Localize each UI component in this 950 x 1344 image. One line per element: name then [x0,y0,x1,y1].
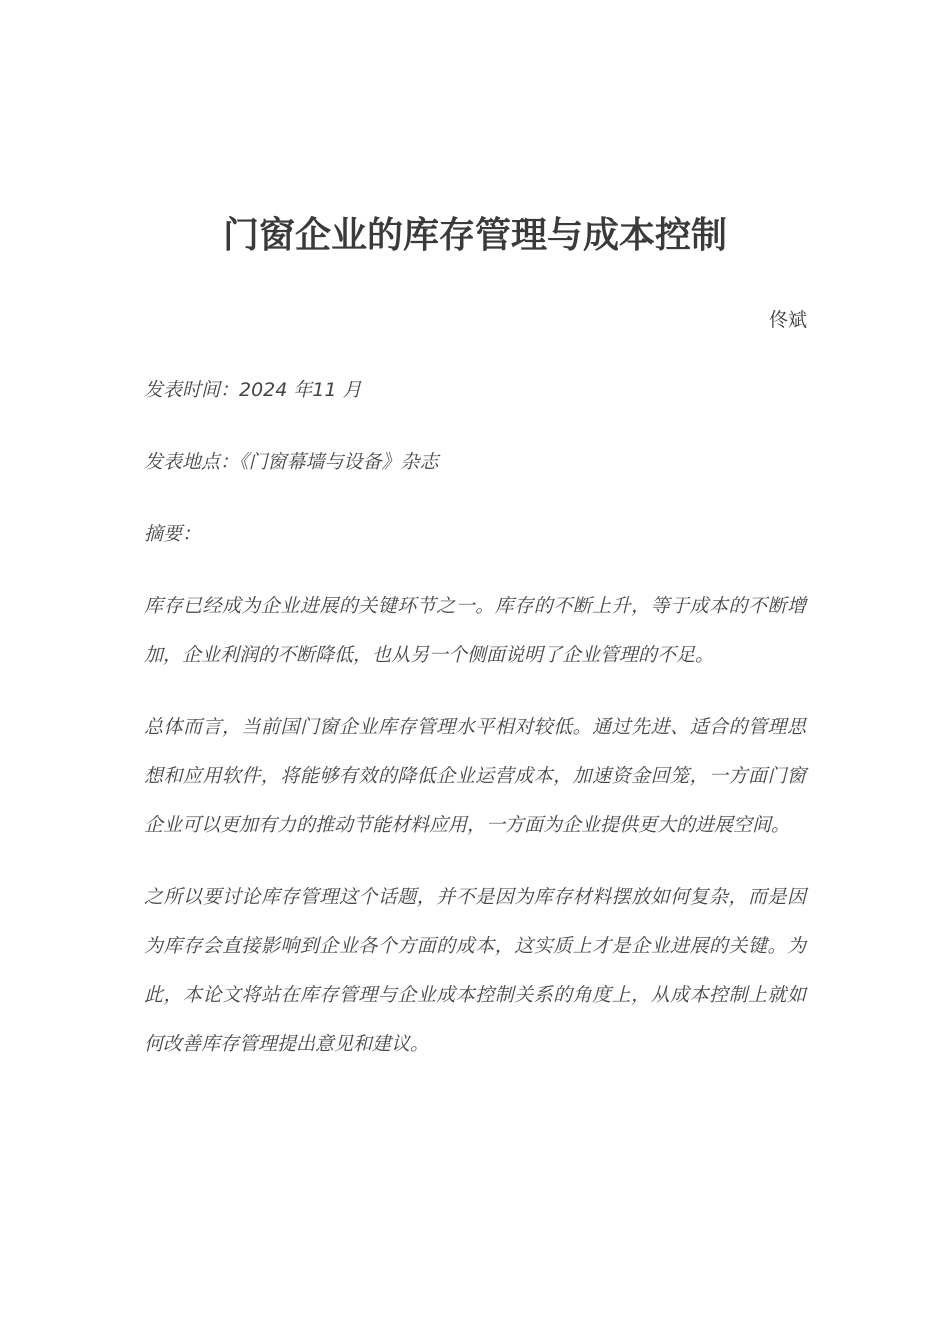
document-title: 门窗企业的库存管理与成本控制 [222,215,727,256]
abstract-paragraph-1: 库存已经成为企业进展的关键环节之一。库存的不断上升，等于成本的不断增加，企业利润的不断降低，也从另一个侧面说明了企业管理的不足。 [144,595,806,666]
abstract-label: 摘要： [144,523,202,545]
published-place: 发表地点：《门窗幕墙与设备》杂志 [144,451,439,473]
document-body [144,376,806,1092]
published-time: 发表时间：2024 年11 月 [144,379,362,401]
author-name: 佟斌 [768,309,807,331]
abstract-paragraph-2: 总体而言，当前国门窗企业库存管理水平相对较低。通过先进、适合的管理思想和应用软件，将能够有效的降低企业运营成本，加速资金回笼，一方面门窗企业可以更加有力的推动节能材料应用，一方面为企业提供更大的进展空间。 [144,716,806,836]
abstract-paragraph-3: 之所以要讨论库存管理这个话题，并不是因为库存材料摆放如何复杂，而是因为库存会直接影响到企业各个方面的成本，这实质上才是企业进展的关键。为此，本论文将站在库存管理与企业成本控制关系的角度上，从成本控制上就如何改善库存管理提出意见和建议。 [144,886,806,1055]
